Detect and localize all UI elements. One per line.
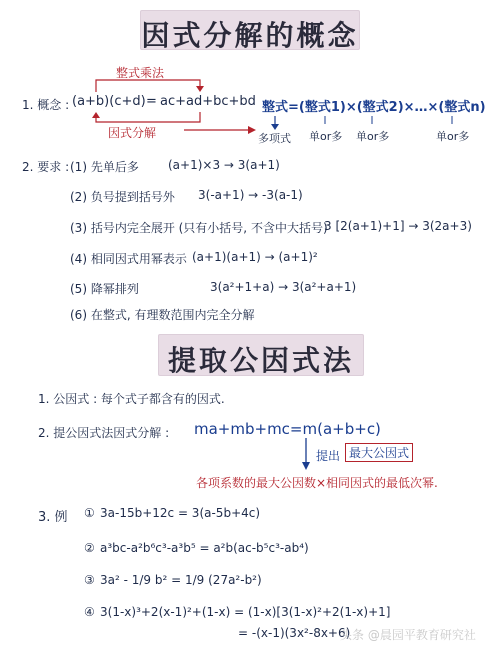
- requirements-head: 2. 要求 :: [22, 160, 70, 174]
- common-factor-def: 1. 公因式 : 每个式子都含有的因式.: [38, 392, 225, 406]
- concept-lhs: (a+b)(c+d): [72, 94, 146, 109]
- example-4: 3(1-x)³+2(x-1)²+(1-x) = (1-x)[3(1-x)²+2(1-x)+1]: [100, 605, 391, 619]
- concept-top-note: 整式乘法: [116, 66, 165, 80]
- example-4-tail: = -(x-1)(3x²-8x+6): [238, 626, 351, 640]
- watermark: 头条 @晨园平教育研究社: [340, 628, 476, 642]
- page-title-2: 提取公因式法: [167, 344, 354, 377]
- multiply-arrow-head: [196, 86, 204, 92]
- example-1: 3a-15b+12c = 3(a-5b+4c): [100, 506, 261, 520]
- req-3-example: 3 [2(a+1)+1] → 3(2a+3): [324, 219, 472, 233]
- factor-arrow-head: [92, 112, 100, 118]
- example-1-num: ①: [84, 506, 95, 520]
- concept-product: 整式=(整式1)×(整式2)×…×(整式n): [262, 100, 486, 115]
- page-title-1: 因式分解的概念: [141, 19, 359, 52]
- extract-label: 提出: [316, 449, 341, 463]
- req-4-example: (a+1)(a+1) → (a+1)²: [192, 250, 318, 264]
- req-1-example: (a+1)×3 → 3(a+1): [168, 158, 280, 172]
- req-4: (4) 相同因式用幂表示: [70, 252, 187, 266]
- example-2: a³bc-a²b⁶c³-a³b⁵ = a²b(ac-b⁵c³-ab⁴): [100, 541, 309, 555]
- concept-eq: =: [146, 94, 157, 109]
- examples-label: 3. 例: [38, 510, 68, 525]
- factor-arrow: [96, 112, 200, 122]
- right-arrow-head: [248, 126, 256, 134]
- concept-label: 1. 概念 :: [22, 98, 70, 112]
- method-formula: ma+mb+mc=m(a+b+c): [194, 420, 381, 438]
- method-label: 2. 提公因式法因式分解 :: [38, 426, 170, 440]
- concept-single-1: 单or多: [309, 130, 343, 143]
- req-3: (3) 括号内完全展开 (只有小括号, 不含中大括号): [70, 221, 328, 235]
- req-5-example: 3(a²+1+a) → 3(a²+a+1): [210, 280, 357, 294]
- gcf-box: 最大公因式: [345, 443, 413, 462]
- req-5: (5) 降幂排列: [70, 282, 139, 296]
- multiply-arrow: [96, 80, 200, 92]
- req-2-example: 3(-a+1) → -3(a-1): [198, 188, 303, 202]
- extract-arrow: [300, 438, 312, 472]
- req-1: (1) 先单后多: [70, 160, 139, 174]
- concept-rhs: ac+ad+bc+bd: [160, 94, 256, 109]
- example-3-num: ③: [84, 573, 95, 587]
- concept-arrows: [0, 0, 500, 160]
- concept-polynomial: 多项式: [258, 132, 291, 145]
- example-2-num: ②: [84, 541, 95, 555]
- example-4-num: ④: [84, 605, 95, 619]
- concept-bottom-note: 因式分解: [108, 126, 157, 140]
- gcf-note: 各项系数的最大公因数×相同因式的最低次幂.: [196, 476, 438, 490]
- concept-single-2: 单or多: [356, 130, 390, 143]
- req-6: (6) 在整式, 有理数范围内完全分解: [70, 308, 255, 322]
- req-2: (2) 负号提到括号外: [70, 190, 175, 204]
- concept-single-n: 单or多: [436, 130, 470, 143]
- example-3: 3a² - 1/9 b² = 1/9 (27a²-b²): [100, 573, 262, 587]
